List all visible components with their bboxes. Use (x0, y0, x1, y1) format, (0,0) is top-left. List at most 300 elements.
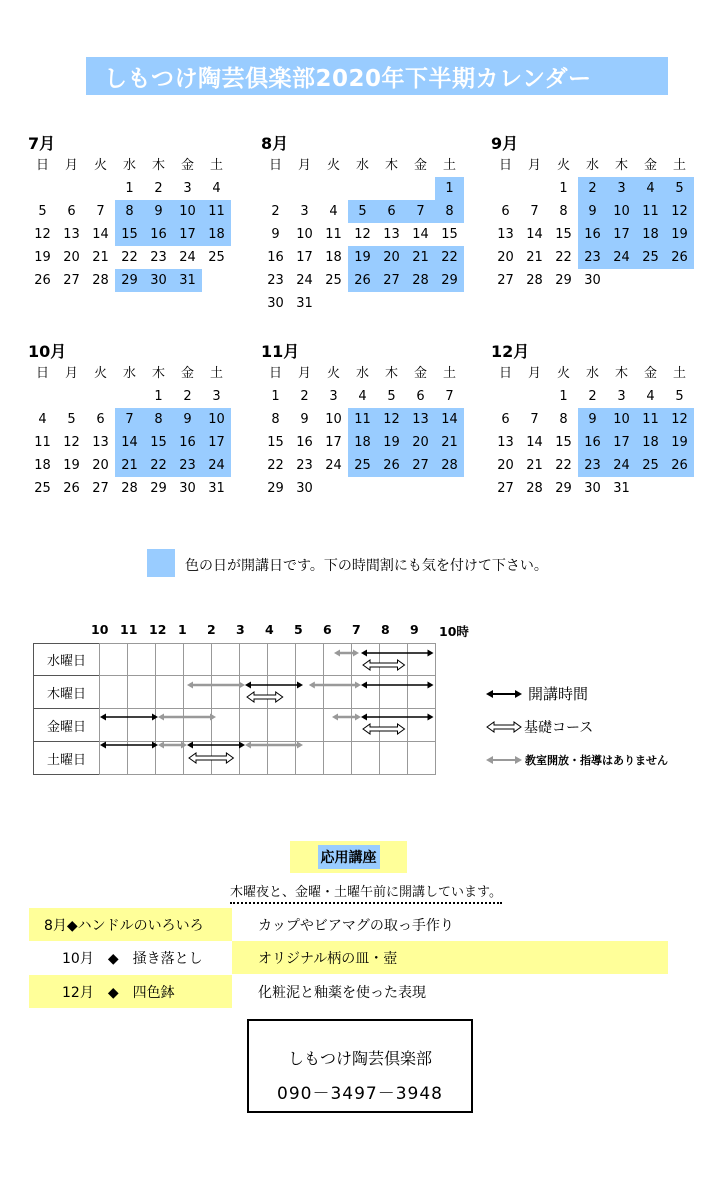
hour-label: 10時 (439, 624, 469, 639)
weekday-label: 月 (64, 366, 78, 381)
calendar-day: 25 (636, 454, 665, 477)
calendar-day: 18 (636, 431, 665, 454)
calendar-day: 5 (387, 389, 396, 404)
weekday-label: 火 (93, 366, 107, 381)
weekday-label: 日 (498, 366, 512, 381)
arrow-head (332, 714, 338, 721)
calendar-day: 13 (63, 227, 80, 242)
calendar-day: 3 (617, 389, 626, 404)
calendar-day: 25 (325, 273, 342, 288)
month-name: 11月 (261, 342, 300, 361)
calendar-day: 28 (406, 269, 435, 292)
calendar-day: 21 (435, 431, 464, 454)
calendar-day: 15 (267, 435, 284, 450)
calendar-day: 29 (267, 481, 284, 496)
calendar-day: 14 (435, 408, 464, 431)
calendar-day: 19 (665, 223, 694, 246)
calendar-day: 14 (412, 227, 429, 242)
course-row-1-left: 8月◆ハンドルのいろいろ (29, 908, 232, 941)
calendar-day: 13 (92, 435, 109, 450)
calendar-day: 4 (636, 177, 665, 200)
weekday-label: 日 (498, 158, 512, 173)
calendar-day: 20 (63, 250, 80, 265)
calendar-day: 1 (559, 181, 568, 196)
hour-label: 5 (294, 622, 303, 637)
calendar-day: 27 (497, 273, 514, 288)
arrow-head (353, 650, 359, 657)
contact-name: しもつけ陶芸倶楽部 (287, 1049, 432, 1068)
arrow-head (181, 742, 187, 749)
arrow-head (100, 742, 106, 749)
calendar-day: 1 (271, 389, 280, 404)
calendar-day: 15 (441, 227, 458, 242)
double-arrow-icon (486, 687, 522, 701)
calendar-day: 15 (115, 223, 144, 246)
calendar-day: 9 (173, 408, 202, 431)
calendar-day: 26 (348, 269, 377, 292)
arrow-head (158, 742, 164, 749)
weekday-label: 月 (64, 158, 78, 173)
hour-label: 6 (323, 622, 332, 637)
calendar-day: 17 (173, 223, 202, 246)
calendar-day: 2 (578, 177, 607, 200)
basic-course-arrow (189, 753, 233, 763)
calendar-day: 1 (154, 389, 163, 404)
calendar-day: 8 (559, 204, 568, 219)
calendar-day: 18 (34, 458, 51, 473)
calendar-day: 18 (636, 223, 665, 246)
calendar-day: 19 (377, 431, 406, 454)
calendar-day: 9 (578, 408, 607, 431)
basic-course-arrow (363, 724, 405, 734)
calendar-day: 21 (526, 250, 543, 265)
calendar-day: 21 (526, 458, 543, 473)
calendar-day: 17 (296, 250, 313, 265)
calendar-day: 5 (665, 177, 694, 200)
calendar-day: 18 (202, 223, 231, 246)
calendar-day: 21 (406, 246, 435, 269)
weekday-label: 土 (209, 158, 223, 173)
calendar-day: 22 (144, 454, 173, 477)
calendar-day: 20 (497, 458, 514, 473)
month-name: 7月 (28, 134, 56, 153)
arrow-head (428, 650, 434, 657)
key-basic: 基礎コース (486, 717, 593, 737)
calendar-day: 18 (325, 250, 342, 265)
calendar-day: 30 (144, 269, 173, 292)
calendar-day: 6 (501, 412, 510, 427)
calendar-day: 19 (63, 458, 80, 473)
arrow-head (100, 714, 106, 721)
calendar-day: 16 (173, 431, 202, 454)
calendar-day: 27 (377, 269, 406, 292)
calendar-day: 27 (92, 481, 109, 496)
calendar-day: 7 (96, 204, 105, 219)
contact-box (247, 1019, 473, 1113)
calendar-day: 23 (578, 246, 607, 269)
day-label: 土曜日 (33, 741, 100, 775)
weekday-label: 木 (384, 366, 398, 381)
calendar-day: 29 (555, 273, 572, 288)
calendar-day: 14 (526, 227, 543, 242)
day-label: 金曜日 (33, 708, 100, 742)
calendar-day: 4 (38, 412, 47, 427)
hour-label: 3 (236, 622, 245, 637)
course-row-3-left: 12月 ◆ 四色鉢 (29, 975, 232, 1008)
month-name: 10月 (28, 342, 67, 361)
calendar-day: 29 (150, 481, 167, 496)
calendar-day: 3 (607, 177, 636, 200)
calendar-day: 24 (179, 250, 196, 265)
calendar-day: 23 (578, 454, 607, 477)
calendar-day: 22 (121, 250, 138, 265)
calendar-day: 10 (173, 200, 202, 223)
calendar-day: 8 (115, 200, 144, 223)
arrow-head (428, 682, 434, 689)
calendar-day: 20 (377, 246, 406, 269)
arrow-head (152, 742, 158, 749)
calendar-day: 4 (646, 389, 655, 404)
calendar-day: 10 (202, 408, 231, 431)
calendar-day: 6 (67, 204, 76, 219)
weekday-label: 木 (151, 158, 165, 173)
calendar-day: 11 (202, 200, 231, 223)
calendar-day: 7 (530, 204, 539, 219)
basic-course-arrow (247, 692, 283, 702)
calendar-day: 17 (607, 431, 636, 454)
arrow-head (187, 742, 193, 749)
weekday-label: 火 (556, 158, 570, 173)
hour-label: 7 (352, 622, 361, 637)
hollow-arrow-icon (486, 720, 522, 734)
calendar-day: 25 (34, 481, 51, 496)
calendar-day: 5 (38, 204, 47, 219)
arrow-head (361, 650, 367, 657)
calendar-day: 26 (377, 454, 406, 477)
calendar-day: 20 (497, 250, 514, 265)
course-row-1-right: カップやビアマグの取っ手作り (258, 917, 454, 934)
calendar-day: 7 (445, 389, 454, 404)
arrow-head (297, 682, 303, 689)
calendar-day: 6 (501, 204, 510, 219)
calendar-day: 30 (296, 481, 313, 496)
calendar-day: 7 (115, 408, 144, 431)
calendar-day: 19 (665, 431, 694, 454)
weekday-label: 日 (268, 158, 282, 173)
calendar-day: 31 (613, 481, 630, 496)
calendar-day: 26 (665, 454, 694, 477)
calendar-day: 13 (497, 435, 514, 450)
arrow-head (239, 742, 245, 749)
calendar-day: 23 (296, 458, 313, 473)
calendar-day: 22 (555, 250, 572, 265)
calendar-day: 10 (296, 227, 313, 242)
weekday-label: 水 (585, 366, 599, 381)
weekday-label: 金 (180, 366, 194, 381)
arrow-head (239, 682, 245, 689)
calendar-day: 8 (271, 412, 280, 427)
calendar-day: 2 (154, 181, 163, 196)
calendar-day: 25 (636, 246, 665, 269)
calendar-day: 4 (358, 389, 367, 404)
contact-phone: 090－3497－3948 (277, 1084, 443, 1104)
weekday-label: 火 (326, 158, 340, 173)
calendar-day: 15 (555, 227, 572, 242)
arrow-head (334, 650, 340, 657)
weekday-label: 水 (355, 158, 369, 173)
weekday-label: 木 (614, 158, 628, 173)
calendar-day: 5 (67, 412, 76, 427)
calendar-day: 24 (202, 454, 231, 477)
calendar-day: 10 (607, 408, 636, 431)
weekday-label: 水 (122, 366, 136, 381)
weekday-label: 金 (180, 158, 194, 173)
weekday-label: 土 (442, 158, 456, 173)
calendar-day: 2 (271, 204, 280, 219)
calendar-day: 30 (267, 296, 284, 311)
month-name: 8月 (261, 134, 289, 153)
calendar-day: 18 (348, 431, 377, 454)
weekday-label: 水 (585, 158, 599, 173)
calendar-day: 10 (325, 412, 342, 427)
calendar-day: 16 (578, 223, 607, 246)
calendar-day: 12 (665, 200, 694, 223)
calendar-day: 11 (636, 408, 665, 431)
key-studio: 教室開放・指導はありません (486, 752, 668, 768)
calendar-day: 24 (296, 273, 313, 288)
course-subtitle: 木曜夜と、金曜・土曜午前に開講しています。 (230, 881, 502, 904)
course-row-3-right: 化粧泥と釉薬を使った表現 (258, 984, 426, 1001)
weekday-label: 水 (355, 366, 369, 381)
calendar-day: 9 (144, 200, 173, 223)
hour-label: 10 (91, 622, 109, 637)
calendar-day: 22 (435, 246, 464, 269)
legend-text: 色の日が開講日です。下の時間割にも気を付けて下さい。 (185, 558, 548, 574)
weekday-label: 金 (413, 158, 427, 173)
arrow-head (210, 714, 216, 721)
weekday-label: 日 (35, 366, 49, 381)
calendar-day: 21 (115, 454, 144, 477)
calendar-day: 29 (115, 269, 144, 292)
arrow-head (355, 714, 361, 721)
weekday-label: 火 (326, 366, 340, 381)
weekday-label: 火 (556, 366, 570, 381)
calendar-day: 13 (497, 227, 514, 242)
hour-label: 4 (265, 622, 274, 637)
calendar-day: 17 (607, 223, 636, 246)
calendar-day: 3 (300, 204, 309, 219)
calendar-day: 12 (34, 227, 51, 242)
calendar-day: 28 (435, 454, 464, 477)
calendar-day: 25 (208, 250, 225, 265)
calendar-day: 12 (63, 435, 80, 450)
calendar-day: 4 (329, 204, 338, 219)
calendar-day: 24 (607, 246, 636, 269)
calendar-day: 31 (208, 481, 225, 496)
weekday-label: 土 (672, 366, 686, 381)
calendar-day: 14 (526, 435, 543, 450)
calendar-day: 8 (144, 408, 173, 431)
arrow-head (361, 714, 367, 721)
course-title: 応用講座 (290, 841, 407, 873)
weekday-label: 月 (297, 366, 311, 381)
weekday-label: 木 (151, 366, 165, 381)
day-label: 木曜日 (33, 675, 100, 709)
calendar-day: 11 (34, 435, 51, 450)
calendar-day: 3 (329, 389, 338, 404)
calendar-day: 12 (665, 408, 694, 431)
calendar-day: 31 (173, 269, 202, 292)
calendar-day: 19 (34, 250, 51, 265)
calendar-day: 9 (300, 412, 309, 427)
weekday-label: 水 (122, 158, 136, 173)
calendar-day: 28 (121, 481, 138, 496)
weekday-label: 土 (442, 366, 456, 381)
course-row-2-left: 10月 ◆ 掻き落とし (62, 950, 203, 967)
calendar-day: 19 (348, 246, 377, 269)
weekday-label: 日 (268, 366, 282, 381)
calendar-day: 29 (555, 481, 572, 496)
weekday-label: 月 (297, 158, 311, 173)
calendar-day: 16 (296, 435, 313, 450)
calendar-day: 25 (348, 454, 377, 477)
arrow-head (355, 682, 361, 689)
calendar-day: 16 (144, 223, 173, 246)
weekday-label: 金 (413, 366, 427, 381)
hour-label: 1 (178, 622, 187, 637)
hour-label: 11 (120, 622, 138, 637)
hour-label: 9 (410, 622, 419, 637)
arrow-head (187, 682, 193, 689)
calendar-day: 2 (588, 389, 597, 404)
calendar-day: 13 (406, 408, 435, 431)
gray-arrow-icon (486, 753, 522, 767)
calendar-day: 27 (406, 454, 435, 477)
hour-label: 8 (381, 622, 390, 637)
calendar-day: 29 (435, 269, 464, 292)
calendar-day: 22 (555, 458, 572, 473)
calendar-day: 11 (325, 227, 342, 242)
calendar-day: 23 (173, 454, 202, 477)
weekday-label: 火 (93, 158, 107, 173)
calendar-day: 23 (150, 250, 167, 265)
calendar-day: 6 (377, 200, 406, 223)
arrow-head (309, 682, 315, 689)
calendar-day: 30 (584, 273, 601, 288)
calendar-day: 3 (183, 181, 192, 196)
calendar-day: 26 (63, 481, 80, 496)
basic-course-arrow (363, 660, 405, 670)
calendar-day: 20 (92, 458, 109, 473)
calendar-day: 10 (607, 200, 636, 223)
course-row-2-right: オリジナル柄の皿・壺 (232, 941, 668, 974)
calendar-day: 31 (296, 296, 313, 311)
calendar-day: 24 (607, 454, 636, 477)
calendar-day: 5 (348, 200, 377, 223)
calendar-day: 1 (559, 389, 568, 404)
calendar-day: 5 (675, 389, 684, 404)
weekday-label: 木 (384, 158, 398, 173)
calendar-day: 2 (183, 389, 192, 404)
calendar-day: 22 (267, 458, 284, 473)
calendar-day: 14 (115, 431, 144, 454)
calendar-day: 21 (92, 250, 109, 265)
calendar-day: 9 (578, 200, 607, 223)
calendar-day: 30 (179, 481, 196, 496)
calendar-day: 12 (377, 408, 406, 431)
calendar-day: 16 (267, 250, 284, 265)
weekday-label: 土 (209, 366, 223, 381)
calendar-day: 16 (578, 431, 607, 454)
weekday-label: 月 (527, 158, 541, 173)
weekday-label: 月 (527, 366, 541, 381)
hour-label: 12 (149, 622, 167, 637)
calendar-day: 30 (584, 481, 601, 496)
weekday-label: 金 (643, 158, 657, 173)
calendar-day: 28 (92, 273, 109, 288)
calendar-day: 11 (636, 200, 665, 223)
day-label: 水曜日 (33, 643, 100, 676)
calendar-day: 9 (271, 227, 280, 242)
calendar-day: 6 (416, 389, 425, 404)
calendar-day: 17 (325, 435, 342, 450)
month-name: 12月 (491, 342, 530, 361)
page-title: しもつけ陶芸倶楽部2020年下半期カレンダー (86, 57, 668, 95)
arrow-head (245, 682, 251, 689)
weekday-label: 土 (672, 158, 686, 173)
calendar-day: 7 (406, 200, 435, 223)
key-open: 開講時間 (486, 683, 588, 704)
calendar-day: 24 (325, 458, 342, 473)
weekday-label: 日 (35, 158, 49, 173)
calendar-day: 6 (96, 412, 105, 427)
arrow-head (361, 682, 367, 689)
weekday-label: 木 (614, 366, 628, 381)
calendar-day: 11 (348, 408, 377, 431)
arrow-head (152, 714, 158, 721)
calendar-day: 1 (435, 177, 464, 200)
arrow-head (158, 714, 164, 721)
calendar-day: 23 (267, 273, 284, 288)
calendar-day: 12 (354, 227, 371, 242)
calendar-day: 14 (92, 227, 109, 242)
calendar-day: 8 (435, 200, 464, 223)
calendar-day: 13 (383, 227, 400, 242)
calendar-day: 20 (406, 431, 435, 454)
calendar-day: 17 (202, 431, 231, 454)
arrow-head (428, 714, 434, 721)
month-name: 9月 (491, 134, 519, 153)
calendar-day: 1 (125, 181, 134, 196)
calendar-day: 15 (144, 431, 173, 454)
calendar-day: 15 (555, 435, 572, 450)
calendar-day: 2 (300, 389, 309, 404)
calendar-day: 3 (212, 389, 221, 404)
calendar-day: 28 (526, 481, 543, 496)
weekday-label: 金 (643, 366, 657, 381)
calendar-day: 26 (34, 273, 51, 288)
arrow-head (245, 742, 251, 749)
calendar-day: 27 (497, 481, 514, 496)
calendar-day: 28 (526, 273, 543, 288)
arrow-head (297, 742, 303, 749)
calendar-day: 26 (665, 246, 694, 269)
calendar-day: 27 (63, 273, 80, 288)
hour-label: 2 (207, 622, 216, 637)
calendar-day: 7 (530, 412, 539, 427)
calendar-day: 4 (212, 181, 221, 196)
calendar-day: 8 (559, 412, 568, 427)
